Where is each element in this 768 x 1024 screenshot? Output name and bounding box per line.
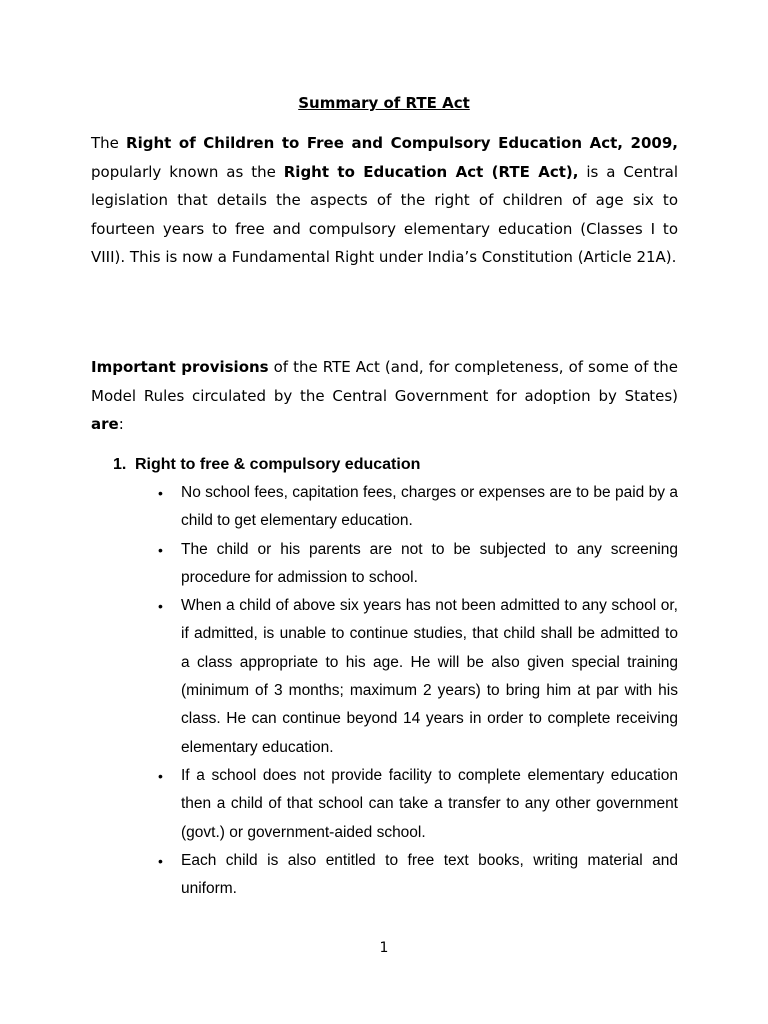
list-item <box>158 592 678 762</box>
list-item-text: If a school does not provide facility to complete elementary education then a child of that school can take a transfer to any other government (govt.) or government-aided school. <box>181 766 678 841</box>
page-number: 1 <box>379 940 389 956</box>
provisions-bold-label: Important provisions <box>91 358 269 376</box>
bullet-icon: • <box>158 485 163 501</box>
bullet-icon: • <box>158 541 163 558</box>
bullet-icon: • <box>158 767 163 784</box>
document-title: Summary of RTE Act <box>298 94 470 112</box>
list-item <box>158 479 678 536</box>
act-short-name: Right to Education Act (RTE Act), <box>283 162 579 181</box>
list-item-text: No school fees, capitation fees, charges or expenses are to be paid by a child to get elementary education. <box>181 484 678 530</box>
list-item-text: Each child is also entitled to free text books, writing material and uniform. <box>181 851 678 898</box>
list-item <box>158 762 678 847</box>
list-item <box>158 536 678 593</box>
intro-text-2: popularly known as the <box>91 162 284 181</box>
intro-paragraph <box>91 129 678 272</box>
provisions-colon: : <box>118 415 124 433</box>
provisions-text: of the RTE Act (and, for completeness, of some of the Model Rules circulated by the Central Government for adoption by States) <box>91 358 678 405</box>
provisions-paragraph <box>91 353 678 439</box>
provisions-are: are <box>91 415 119 433</box>
act-full-name: Right of Children to Free and Compulsory Education Act, 2009, <box>126 134 679 152</box>
section-number: 1. <box>113 456 127 473</box>
intro-text-1: The <box>91 134 127 152</box>
bullet-icon: • <box>158 598 163 615</box>
list-item-text: When a child of above six years has not been admitted to any school or, if admitted, is unable to continue studies, that child shall be admitted to a class appropriate to his age. He will be also given special training (minimum of 3 months; maximum 2 years) to bring him at par with his class. He can continue beyond 14 years in order to complete receiving elementary education. <box>181 597 678 756</box>
bullet-icon: • <box>158 852 163 869</box>
section-heading-text: Right to free & compulsory education <box>135 456 421 473</box>
section-heading <box>113 453 420 477</box>
list-item-text: The child or his parents are not to be subjected to any screening procedure for admission to school. <box>181 540 678 586</box>
list-item <box>158 847 678 904</box>
provisions-bullet-list <box>158 479 678 903</box>
intro-text-3: is a Central legislation that details the aspects of the right of children of age six to fourteen years to free and compulsory elementary education (Classes I to VIII). This is now a Fundamental Right under India’s Constitution (Article 21A). <box>91 162 678 266</box>
